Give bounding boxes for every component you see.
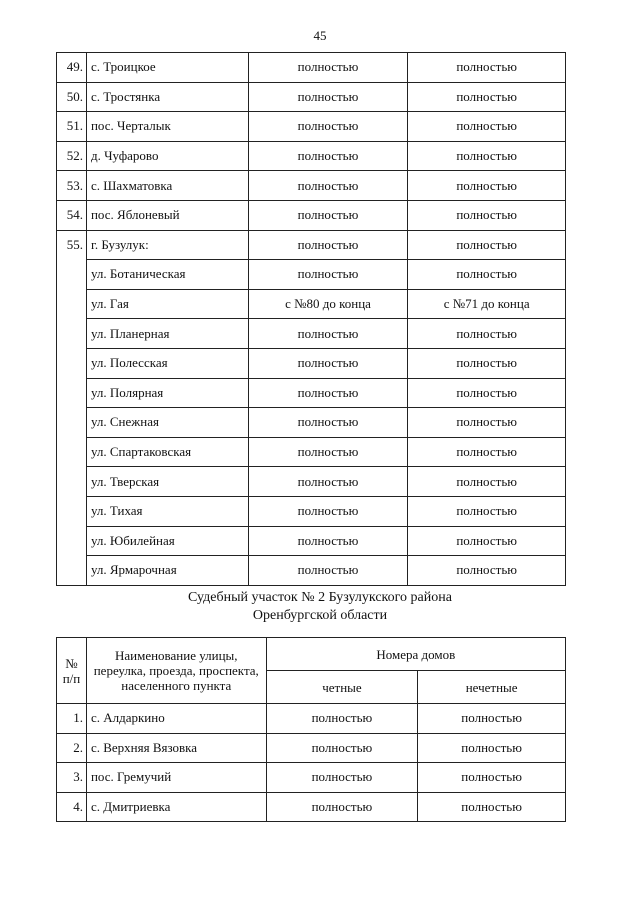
- row-odd: полностью: [408, 526, 566, 556]
- row-odd: с №71 до конца: [408, 289, 566, 319]
- row-even: полностью: [248, 526, 408, 556]
- row-even: полностью: [248, 171, 408, 201]
- row-odd: полностью: [408, 348, 566, 378]
- section-title-line2: Оренбургской области: [252, 608, 388, 623]
- row-number: 50.: [57, 82, 87, 112]
- row-name: пос. Черталык: [86, 112, 248, 142]
- row-even: полностью: [248, 378, 408, 408]
- row-even: полностью: [248, 112, 408, 142]
- row-number: 51.: [57, 112, 87, 142]
- row-number: 54.: [57, 200, 87, 230]
- table-row: [57, 348, 566, 378]
- row-odd: полностью: [408, 408, 566, 438]
- row-odd: полностью: [408, 141, 566, 171]
- row-even: полностью: [248, 319, 408, 349]
- row-even: полностью: [266, 763, 418, 793]
- table-row: [57, 230, 566, 260]
- row-name: пос. Гремучий: [86, 763, 266, 793]
- row-number: 52.: [57, 141, 87, 171]
- row-number: 3.: [57, 763, 87, 793]
- row-number: 55.: [57, 230, 87, 260]
- page-number: 45: [313, 28, 327, 43]
- row-odd: полностью: [408, 53, 566, 83]
- row-name: ул. Полесская: [86, 348, 248, 378]
- row-odd: полностью: [408, 437, 566, 467]
- row-name: с. Шахматовка: [86, 171, 248, 201]
- row-number: 2.: [57, 733, 87, 763]
- row-odd: полностью: [408, 260, 566, 290]
- row-odd: полностью: [408, 112, 566, 142]
- row-odd: полностью: [408, 319, 566, 349]
- table-row: [57, 378, 566, 408]
- table-row: [57, 141, 566, 171]
- row-name: ул. Планерная: [86, 319, 248, 349]
- row-name: ул. Тихая: [86, 496, 248, 526]
- row-odd: полностью: [408, 496, 566, 526]
- row-name: с. Алдаркино: [86, 704, 266, 734]
- row-number: [57, 289, 87, 319]
- table1-body: [57, 53, 566, 586]
- table-row: [57, 53, 566, 83]
- row-name: ул. Спартаковская: [86, 437, 248, 467]
- row-name: ул. Ботаническая: [86, 260, 248, 290]
- row-even: полностью: [266, 792, 418, 822]
- row-number: 49.: [57, 53, 87, 83]
- row-even: полностью: [248, 556, 408, 586]
- row-number: 1.: [57, 704, 87, 734]
- section-title: [0, 589, 640, 625]
- row-odd: полностью: [408, 378, 566, 408]
- row-even: полностью: [248, 200, 408, 230]
- row-even: полностью: [248, 408, 408, 438]
- row-even: полностью: [266, 733, 418, 763]
- header-street-name: Наименование улицы, переулка, проезда, проспекта, населенного пункта: [86, 638, 266, 704]
- row-odd: полностью: [408, 171, 566, 201]
- row-even: с №80 до конца: [248, 289, 408, 319]
- row-odd: полностью: [408, 467, 566, 497]
- table-row: [57, 733, 566, 763]
- header-number: № п/п: [57, 638, 87, 704]
- row-number: [57, 408, 87, 438]
- row-number: [57, 526, 87, 556]
- table-row: [57, 526, 566, 556]
- row-number: [57, 319, 87, 349]
- row-odd: полностью: [418, 704, 566, 734]
- table-row: [57, 200, 566, 230]
- row-number: [57, 348, 87, 378]
- row-number: 53.: [57, 171, 87, 201]
- table-row: [57, 556, 566, 586]
- row-name: ул. Снежная: [86, 408, 248, 438]
- row-odd: полностью: [418, 792, 566, 822]
- table-row: [57, 496, 566, 526]
- row-name: д. Чуфарово: [86, 141, 248, 171]
- table-row: [57, 408, 566, 438]
- row-even: полностью: [248, 230, 408, 260]
- header-even: четные: [266, 671, 418, 704]
- header-odd: нечетные: [418, 671, 566, 704]
- row-name: ул. Гая: [86, 289, 248, 319]
- row-name: ул. Полярная: [86, 378, 248, 408]
- address-table-continued: [56, 52, 566, 586]
- row-number: [57, 260, 87, 290]
- row-odd: полностью: [408, 82, 566, 112]
- row-name: г. Бузулук:: [86, 230, 248, 260]
- table-row: [57, 171, 566, 201]
- row-name: пос. Яблоневый: [86, 200, 248, 230]
- table-row: [57, 437, 566, 467]
- row-even: полностью: [248, 467, 408, 497]
- row-name: ул. Ярмарочная: [86, 556, 248, 586]
- row-even: полностью: [248, 82, 408, 112]
- table-row: [57, 763, 566, 793]
- row-name: ул. Тверская: [86, 467, 248, 497]
- address-table-section2: [56, 637, 566, 822]
- row-even: полностью: [248, 348, 408, 378]
- row-even: полностью: [248, 437, 408, 467]
- row-even: полностью: [248, 141, 408, 171]
- table-row: [57, 467, 566, 497]
- table2-header: [57, 638, 566, 704]
- row-name: с. Троицкое: [86, 53, 248, 83]
- row-number: [57, 556, 87, 586]
- row-number: [57, 378, 87, 408]
- row-odd: полностью: [408, 556, 566, 586]
- row-name: с. Верхняя Вязовка: [86, 733, 266, 763]
- row-even: полностью: [248, 260, 408, 290]
- row-odd: полностью: [418, 733, 566, 763]
- header-house-numbers: Номера домов: [266, 638, 565, 671]
- row-even: полностью: [248, 496, 408, 526]
- table-row: [57, 82, 566, 112]
- row-number: [57, 437, 87, 467]
- table-row: [57, 704, 566, 734]
- row-number: [57, 467, 87, 497]
- row-even: полностью: [248, 53, 408, 83]
- table-row: [57, 260, 566, 290]
- table-row: [57, 289, 566, 319]
- row-number: 4.: [57, 792, 87, 822]
- row-name: с. Тростянка: [86, 82, 248, 112]
- row-even: полностью: [266, 704, 418, 734]
- table-row: [57, 792, 566, 822]
- table-row: [57, 112, 566, 142]
- row-name: с. Дмитриевка: [86, 792, 266, 822]
- row-name: ул. Юбилейная: [86, 526, 248, 556]
- row-odd: полностью: [408, 230, 566, 260]
- row-odd: полностью: [418, 763, 566, 793]
- table2-body: [57, 704, 566, 822]
- section-title-line1: Судебный участок № 2 Бузулукского района: [188, 590, 452, 605]
- row-odd: полностью: [408, 200, 566, 230]
- table-row: [57, 319, 566, 349]
- row-number: [57, 496, 87, 526]
